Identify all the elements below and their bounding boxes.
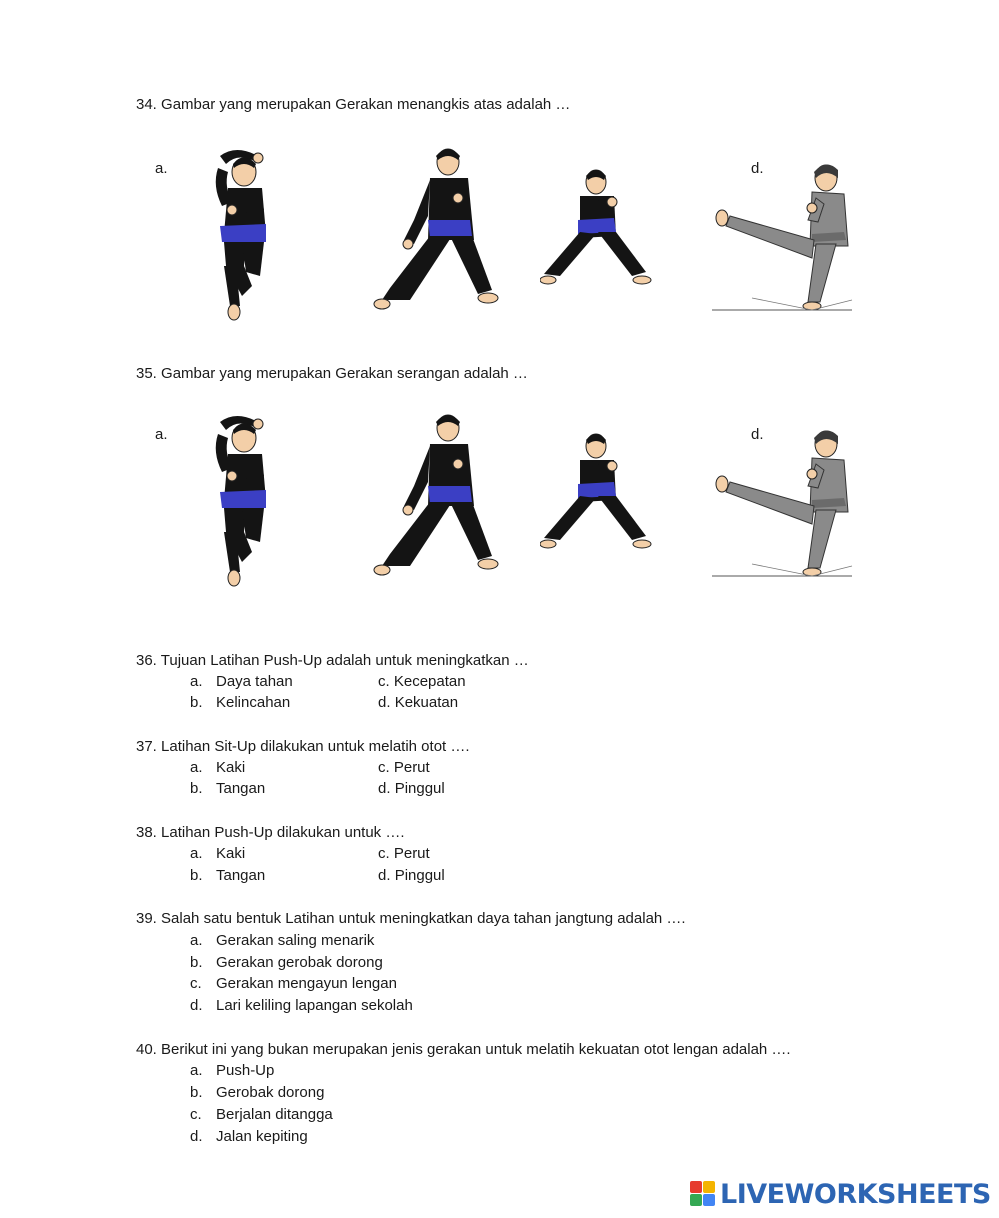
option-d[interactable]: d. Pinggul bbox=[378, 867, 445, 884]
option-a[interactable]: a. Gerakan saling menarik bbox=[190, 932, 375, 949]
figure-wide-stance[interactable] bbox=[370, 406, 500, 578]
question-34 bbox=[136, 96, 570, 113]
question-number: 34. bbox=[136, 96, 157, 113]
option-d[interactable]: d. Pinggul bbox=[378, 780, 445, 797]
option-a[interactable]: a. Kaki bbox=[190, 845, 246, 862]
question-number: 40. bbox=[136, 1041, 157, 1058]
figure-side-kick[interactable] bbox=[712, 426, 857, 582]
option-a[interactable]: a. Kaki bbox=[190, 759, 246, 776]
option-c[interactable]: c. Gerakan mengayun lengan bbox=[190, 975, 397, 992]
logo-text: LIVEWORKSHEETS bbox=[720, 1178, 991, 1210]
option-b[interactable]: b. Gerobak dorong bbox=[190, 1084, 325, 1101]
liveworksheets-logo[interactable] bbox=[690, 1178, 991, 1210]
question-35 bbox=[136, 365, 528, 382]
figure-crouch-stance[interactable] bbox=[540, 430, 655, 552]
figure-side-kick[interactable] bbox=[712, 160, 857, 316]
question-38 bbox=[136, 824, 405, 841]
question-number: 36. bbox=[136, 652, 157, 669]
question-39 bbox=[136, 910, 686, 927]
figure-label-d: d. bbox=[751, 160, 764, 177]
logo-grid-icon bbox=[690, 1181, 716, 1207]
question-text: Gambar yang merupakan Gerakan serangan adalah … bbox=[161, 365, 528, 382]
figure-wide-stance[interactable] bbox=[370, 140, 500, 312]
question-37 bbox=[136, 738, 470, 755]
option-d[interactable]: d. Lari keliling lapangan sekolah bbox=[190, 997, 413, 1014]
figure-block-upper[interactable] bbox=[206, 412, 276, 592]
question-text: Berikut ini yang bukan merupakan jenis gerakan untuk melatih kekuatan otot lengan adalah …. bbox=[161, 1041, 791, 1058]
option-b[interactable]: b. Tangan bbox=[190, 867, 266, 884]
figure-label-a: a. bbox=[155, 160, 168, 177]
option-b[interactable]: b. Tangan bbox=[190, 780, 266, 797]
question-text: Tujuan Latihan Push-Up adalah untuk meningkatkan … bbox=[160, 652, 529, 669]
option-b[interactable]: b. Kelincahan bbox=[190, 694, 291, 711]
option-a[interactable]: a. Push-Up bbox=[190, 1062, 275, 1079]
figure-label-d: d. bbox=[751, 426, 764, 443]
option-d[interactable]: d. Jalan kepiting bbox=[190, 1128, 308, 1145]
question-40 bbox=[136, 1041, 791, 1058]
figure-crouch-stance[interactable] bbox=[540, 166, 655, 288]
figure-label-a: a. bbox=[155, 426, 168, 443]
option-c[interactable]: c. Berjalan ditangga bbox=[190, 1106, 333, 1123]
option-d[interactable]: d. Kekuatan bbox=[378, 694, 459, 711]
question-number: 39. bbox=[136, 910, 157, 927]
question-text: Gambar yang merupakan Gerakan menangkis atas adalah … bbox=[161, 96, 571, 113]
question-number: 38. bbox=[136, 824, 157, 841]
question-text: Salah satu bentuk Latihan untuk meningkatkan daya tahan jangtung adalah …. bbox=[161, 910, 686, 927]
option-c[interactable]: c. Perut bbox=[378, 845, 430, 862]
option-b[interactable]: b. Gerakan gerobak dorong bbox=[190, 954, 383, 971]
figure-block-upper[interactable] bbox=[206, 146, 276, 326]
question-number: 37. bbox=[136, 738, 157, 755]
option-c[interactable]: c. Perut bbox=[378, 759, 430, 776]
question-36 bbox=[136, 652, 529, 669]
question-number: 35. bbox=[136, 365, 157, 382]
question-text: Latihan Sit-Up dilakukan untuk melatih otot …. bbox=[161, 738, 470, 755]
option-a[interactable]: a. Daya tahan bbox=[190, 673, 293, 690]
option-c[interactable]: c. Kecepatan bbox=[378, 673, 466, 690]
question-text: Latihan Push-Up dilakukan untuk …. bbox=[161, 824, 405, 841]
